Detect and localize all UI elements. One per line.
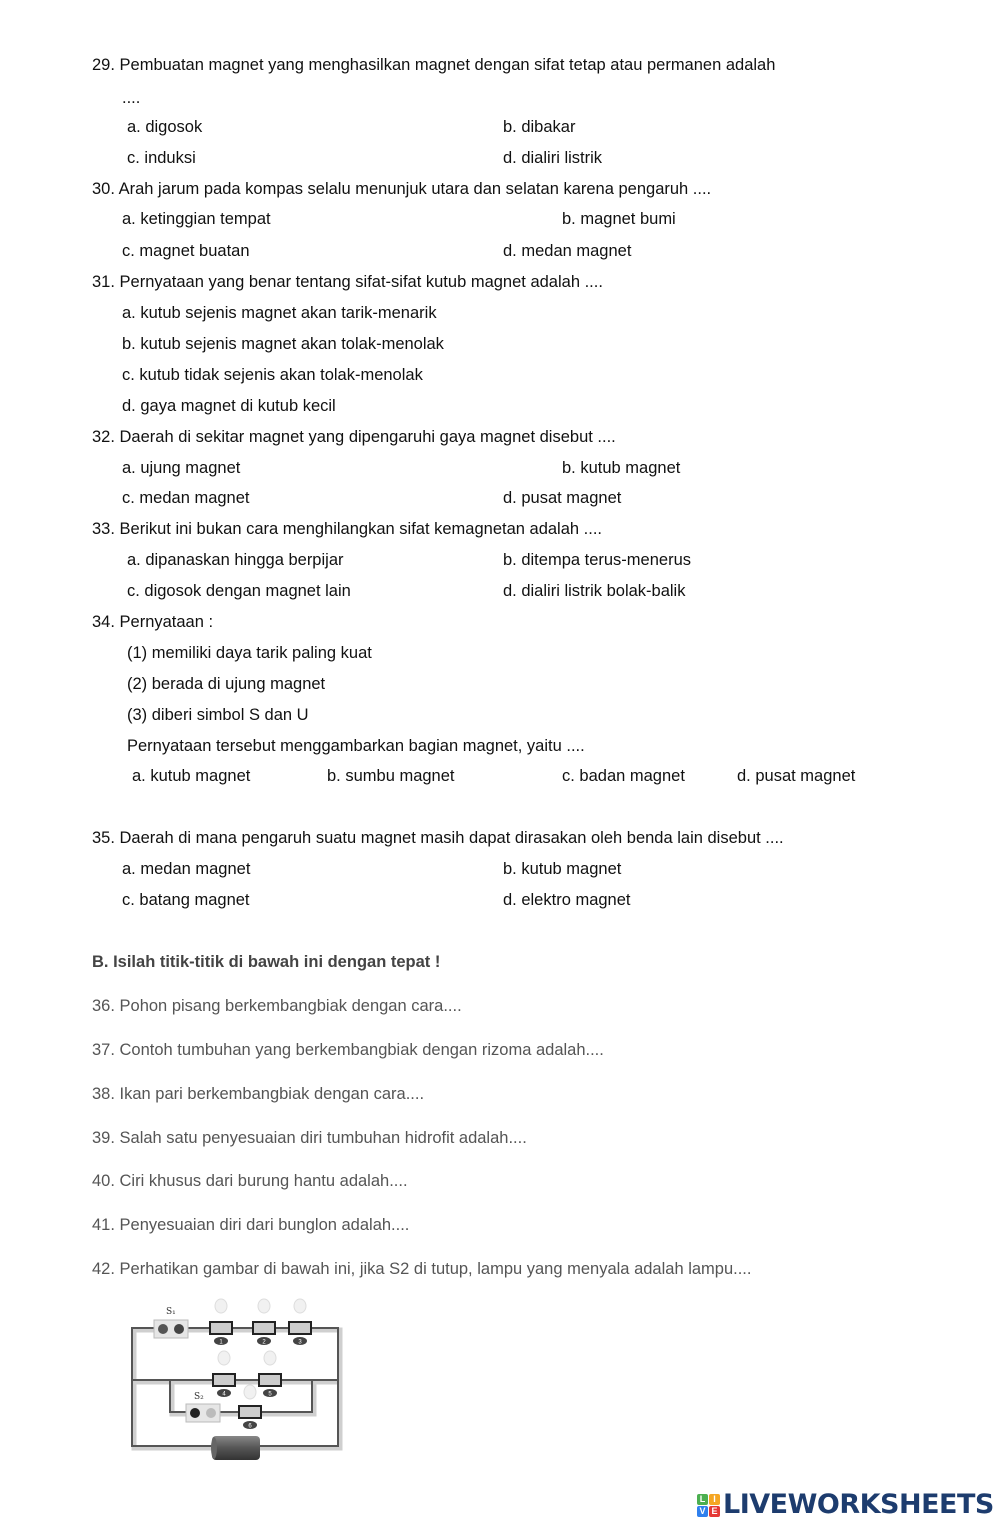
svg-text:6: 6 xyxy=(248,1423,252,1430)
option-a[interactable]: a. dipanaskan hingga berpijar xyxy=(127,551,344,569)
option-b[interactable]: b. ditempa terus-menerus xyxy=(503,551,692,569)
svg-text:3: 3 xyxy=(298,1339,302,1346)
question-text: 33. Berikut ini bukan cara menghilangkan sifat kemagnetan adalah .... xyxy=(92,520,602,538)
question-text: 31. Pernyataan yang benar tentang sifat-sifat kutub magnet adalah .... xyxy=(92,273,603,291)
lamp-3-icon xyxy=(289,1299,311,1346)
logo-block-v: V xyxy=(697,1506,708,1517)
option-d[interactable]: d. pusat magnet xyxy=(737,767,856,785)
option-c[interactable]: c. induksi xyxy=(127,149,196,167)
option-d[interactable]: d. medan magnet xyxy=(503,242,632,260)
lamp-2-icon xyxy=(253,1299,275,1346)
svg-text:S₂: S₂ xyxy=(194,1392,204,1402)
option-d[interactable]: d. dialiri listrik xyxy=(503,149,603,167)
question-41: 41. Penyesuaian diri dari bunglon adalah.... xyxy=(92,1216,410,1234)
lamp-4-icon xyxy=(213,1351,235,1398)
question-text: 30. Arah jarum pada kompas selalu menunjuk utara dan selatan karena pengaruh .... xyxy=(92,180,712,198)
question-40: 40. Ciri khusus dari burung hantu adalah.... xyxy=(92,1172,408,1190)
logo-block-i: I xyxy=(709,1494,720,1505)
option-a[interactable]: a. digosok xyxy=(127,118,203,136)
question-text: 35. Daerah di mana pengaruh suatu magnet masih dapat dirasakan oleh benda lain disebut .... xyxy=(92,829,784,847)
section-b-title: B. Isilah titik-titik di bawah ini dengan tepat ! xyxy=(92,953,441,971)
option-c[interactable]: c. badan magnet xyxy=(562,767,685,785)
option-c[interactable]: c. kutub tidak sejenis akan tolak-menolak xyxy=(122,366,423,384)
svg-text:S₁: S₁ xyxy=(166,1307,176,1317)
live-blocks-icon xyxy=(697,1494,720,1517)
svg-text:2: 2 xyxy=(262,1339,266,1346)
statement-3: (3) diberi simbol S dan U xyxy=(127,706,309,724)
question-prompt: Pernyataan tersebut menggambarkan bagian magnet, yaitu .... xyxy=(127,737,585,755)
question-37: 37. Contoh tumbuhan yang berkembangbiak dengan rizoma adalah.... xyxy=(92,1041,604,1059)
question-text: 32. Daerah di sekitar magnet yang dipengaruhi gaya magnet disebut .... xyxy=(92,428,616,446)
option-a[interactable]: a. medan magnet xyxy=(122,860,251,878)
option-d[interactable]: d. elektro magnet xyxy=(503,891,631,909)
switch-s2-icon xyxy=(186,1392,220,1422)
option-b[interactable]: b. dibakar xyxy=(503,118,576,136)
logo-block-e: E xyxy=(709,1506,720,1517)
question-38: 38. Ikan pari berkembangbiak dengan cara.... xyxy=(92,1085,425,1103)
switch-s1-icon xyxy=(154,1307,188,1338)
statement-2: (2) berada di ujung magnet xyxy=(127,675,326,693)
option-b[interactable]: b. kutub magnet xyxy=(562,459,681,477)
option-a[interactable]: a. ujung magnet xyxy=(122,459,241,477)
option-c[interactable]: c. magnet buatan xyxy=(122,242,250,260)
logo-block-l: L xyxy=(697,1494,708,1505)
circuit-diagram xyxy=(128,1298,348,1463)
question-text: 29. Pembuatan magnet yang menghasilkan magnet dengan sifat tetap atau permanen adalah xyxy=(92,56,776,74)
option-c[interactable]: c. batang magnet xyxy=(122,891,250,909)
option-d[interactable]: d. dialiri listrik bolak-balik xyxy=(503,582,686,600)
logo-text: LIVEWORKSHEETS xyxy=(723,1489,994,1520)
svg-text:5: 5 xyxy=(268,1391,272,1398)
svg-text:4: 4 xyxy=(222,1391,226,1398)
question-36: 36. Pohon pisang berkembangbiak dengan cara.... xyxy=(92,997,462,1015)
statement-1: (1) memiliki daya tarik paling kuat xyxy=(127,644,372,662)
option-b[interactable]: b. kutub sejenis magnet akan tolak-menolak xyxy=(122,335,444,353)
battery-icon xyxy=(211,1436,260,1460)
option-c[interactable]: c. digosok dengan magnet lain xyxy=(127,582,351,600)
lamp-6-icon xyxy=(239,1385,261,1430)
option-a[interactable]: a. kutub sejenis magnet akan tarik-menarik xyxy=(122,304,437,322)
option-a[interactable]: a. kutub magnet xyxy=(132,767,251,785)
option-d[interactable]: d. pusat magnet xyxy=(503,489,622,507)
question-42: 42. Perhatikan gambar di bawah ini, jika S2 di tutup, lampu yang menyala adalah lampu.... xyxy=(92,1260,752,1278)
liveworksheets-logo xyxy=(697,1491,994,1519)
question-continuation: .... xyxy=(122,89,141,107)
option-a[interactable]: a. ketinggian tempat xyxy=(122,210,271,228)
option-c[interactable]: c. medan magnet xyxy=(122,489,250,507)
lamp-5-icon xyxy=(259,1351,281,1398)
svg-text:1: 1 xyxy=(219,1339,223,1346)
option-b[interactable]: b. sumbu magnet xyxy=(327,767,455,785)
option-d[interactable]: d. gaya magnet di kutub kecil xyxy=(122,397,336,415)
option-b[interactable]: b. magnet bumi xyxy=(562,210,676,228)
lamp-1-icon xyxy=(210,1299,232,1346)
question-39: 39. Salah satu penyesuaian diri tumbuhan hidrofit adalah.... xyxy=(92,1129,527,1147)
question-text: 34. Pernyataan : xyxy=(92,613,214,631)
option-b[interactable]: b. kutub magnet xyxy=(503,860,622,878)
